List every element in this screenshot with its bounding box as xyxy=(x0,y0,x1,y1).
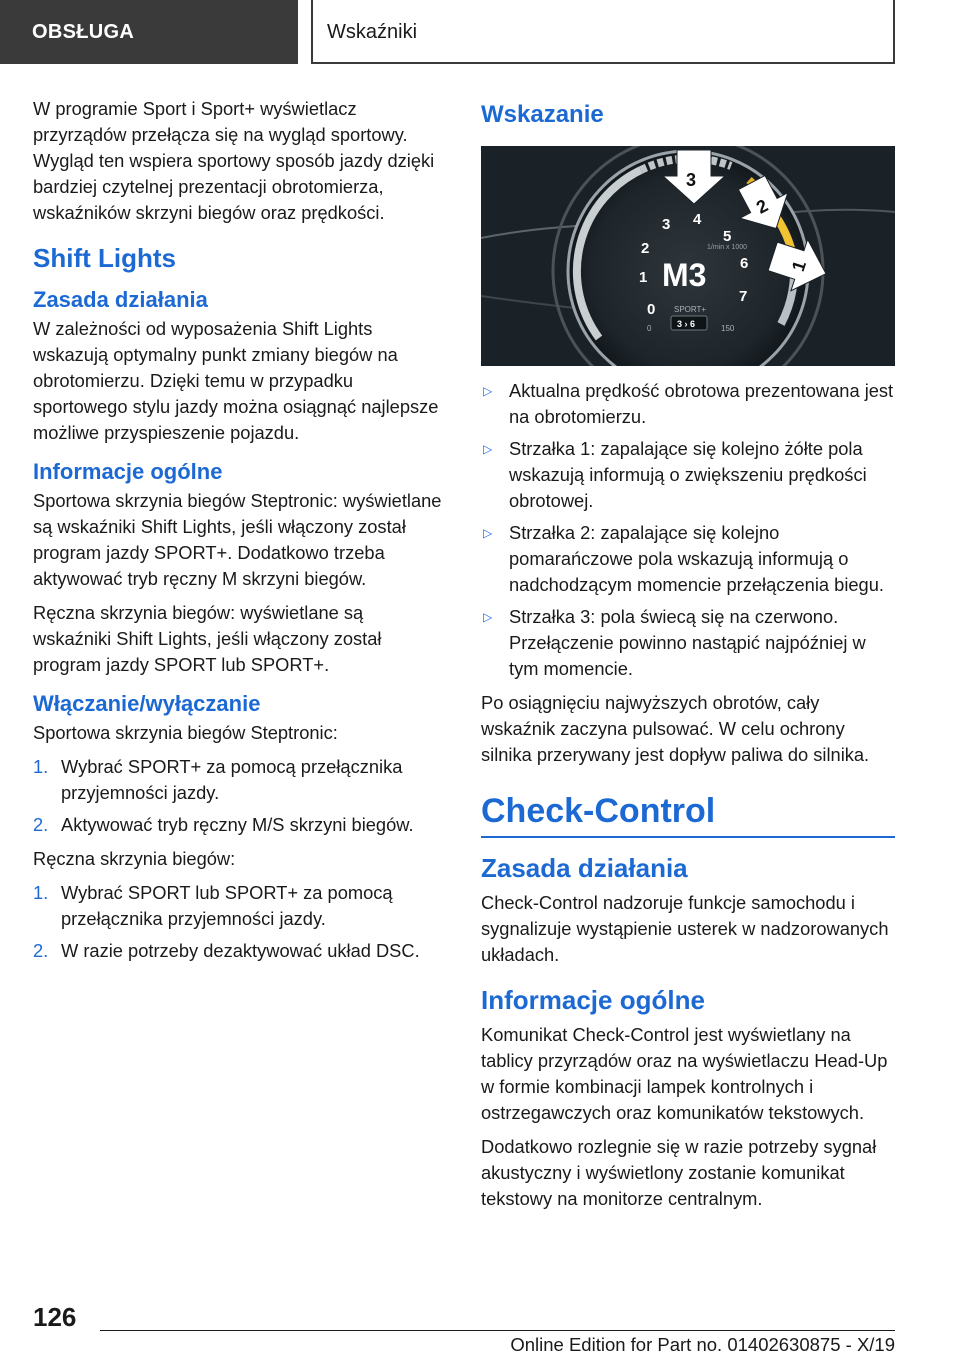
list-item xyxy=(481,378,895,430)
rev-label: 4 xyxy=(693,211,702,228)
section-tab: OBSŁUGA xyxy=(0,0,298,64)
check-control-heading: Check-Control xyxy=(481,792,716,830)
rev-label: 5 xyxy=(723,228,732,245)
cc-general-heading: Informacje ogólne xyxy=(481,985,705,1015)
left-column xyxy=(33,96,445,972)
step-number: 2. xyxy=(33,814,49,835)
general-paragraph-2: Ręczna skrzynia biegów: wyświetlane są wskaźniki Shift Lights, jeśli włączony został program jazdy SPORT lub SPORT+. xyxy=(33,602,382,675)
list-item xyxy=(33,880,445,932)
edition-note: Online Edition for Part no. 01402630875 - X/19 xyxy=(510,1334,895,1355)
steps-manual xyxy=(33,880,445,964)
rev-label: 2 xyxy=(641,240,650,257)
display-heading: Wskazanie xyxy=(481,101,604,128)
step-text: W razie potrzeby dezaktywować układ DSC. xyxy=(61,940,420,961)
display-bullet-list xyxy=(481,378,895,682)
tachometer-illustration xyxy=(481,146,895,366)
pulse-paragraph: Po osiągnięciu najwyższych obrotów, cały wskaźnik zaczyna pulsować. W celu ochrony silnika przerywany jest dopływ paliwa do silnika. xyxy=(481,692,870,765)
bullet-text: Strzałka 1: zapalające się kolejno żółte pola wskazują informują o zwiększeniu prędkości obrotowej. xyxy=(509,438,867,511)
bullet-text: Strzałka 2: zapalające się kolejno pomarańczowe pola wskazują informują o nadchodzącym momencie przełączenia biegu. xyxy=(509,522,884,595)
gear-range-label: 3 › 6 xyxy=(677,319,696,329)
page-number: 126 xyxy=(33,1302,77,1332)
list-item xyxy=(481,520,895,598)
triangle-bullet-icon: ▷ xyxy=(483,384,493,398)
rev-label: 0 xyxy=(647,301,656,318)
rev-label: 3 xyxy=(662,216,671,233)
on-off-paragraph-1: Sportowa skrzynia biegów Steptronic: xyxy=(33,722,338,743)
rev-label: 6 xyxy=(740,255,749,272)
footer-rule xyxy=(100,1330,895,1331)
list-item xyxy=(33,938,445,964)
speed-label: 0 xyxy=(647,324,652,333)
rev-label: 7 xyxy=(739,288,748,305)
triangle-bullet-icon: ▷ xyxy=(483,526,493,540)
cc-principle-paragraph: Check-Control nadzoruje funkcje samochodu i sygnalizuje wystąpienie usterek w nadzorowanych układach. xyxy=(481,892,889,965)
step-text: Wybrać SPORT lub SPORT+ za pomocą przełącznika przyjemności jazdy. xyxy=(61,882,393,929)
triangle-bullet-icon: ▷ xyxy=(483,610,493,624)
cc-principle-heading: Zasada działania xyxy=(481,853,688,883)
chapter-tab: Wskaźniki xyxy=(311,0,895,64)
bullet-text: Strzałka 3: pola świecą się na czerwono. Przełączenie powinno nastąpić najpóźniej w tym momencie. xyxy=(509,606,866,679)
general-info-heading: Informacje ogólne xyxy=(33,459,223,484)
tachometer-figure xyxy=(481,146,895,366)
steps-steptronic xyxy=(33,754,445,838)
on-off-paragraph-2: Ręczna skrzynia biegów: xyxy=(33,848,236,869)
list-item xyxy=(481,436,895,514)
list-item xyxy=(481,604,895,682)
gear-indicator: M3 xyxy=(662,257,707,293)
cc-general-paragraph-2: Dodatkowo rozlegnie się w razie potrzeby sygnał akustyczny i wyświetlony zostanie komunikat tekstowy na monitorze centralnym. xyxy=(481,1136,877,1209)
speed-label: 150 xyxy=(721,324,735,333)
on-off-heading: Włączanie/wyłączanie xyxy=(33,691,261,716)
list-item xyxy=(33,754,445,806)
check-control-heading-wrap xyxy=(481,788,895,838)
list-item xyxy=(33,812,445,838)
bullet-text: Aktualna prędkość obrotowa prezentowana jest na obrotomierzu. xyxy=(509,380,894,427)
cc-general-paragraph-1: Komunikat Check-Control jest wyświetlany na tablicy przyrządów oraz na wyświetlaczu Head-Up w formie kombinacji lampek kontrolnych i ostrzegawczych oraz komunikatów tekstowych. xyxy=(481,1024,888,1123)
step-number: 1. xyxy=(33,882,49,903)
principle-paragraph: W zależności od wyposażenia Shift Lights wskazują optymalny punkt zmiany biegów na obrotomierzu. Dzięki temu w przypadku sportowego stylu jazdy można osiągnąć najlepsze możliwe przyspieszenie pojazdu. xyxy=(33,318,439,443)
principle-heading: Zasada działania xyxy=(33,287,208,312)
step-number: 2. xyxy=(33,940,49,961)
general-paragraph-1: Sportowa skrzynia biegów Steptronic: wyświetlane są wskaźniki Shift Lights, jeśli włączony został program jazdy SPORT+. Dodatkowo trzeba aktywować tryb ręczny M skrzyni biegów. xyxy=(33,490,442,589)
callout-number: 2 xyxy=(753,195,772,218)
rev-label: 1 xyxy=(639,269,648,286)
triangle-bullet-icon: ▷ xyxy=(483,442,493,456)
right-column xyxy=(481,96,895,1220)
step-text: Aktywować tryb ręczny M/S skrzyni biegów. xyxy=(61,814,414,835)
callout-number: 1 xyxy=(787,258,811,274)
step-text: Wybrać SPORT+ za pomocą przełącznika przyjemności jazdy. xyxy=(61,756,403,803)
drive-mode-label: SPORT+ xyxy=(674,305,707,314)
intro-paragraph: W programie Sport i Sport+ wyświetlacz przyrządów przełącza się na wygląd sportowy. Wygląd ten wspiera sportowy sposób jazdy dzięki bardziej czytelnej prezentacji obrotomierza, wskaźników skrzyni biegów oraz prędkości. xyxy=(33,98,435,223)
shift-lights-heading: Shift Lights xyxy=(33,243,176,273)
callout-number: 3 xyxy=(686,170,697,190)
rev-unit-label: 1/min x 1000 xyxy=(707,244,748,251)
step-number: 1. xyxy=(33,756,49,777)
